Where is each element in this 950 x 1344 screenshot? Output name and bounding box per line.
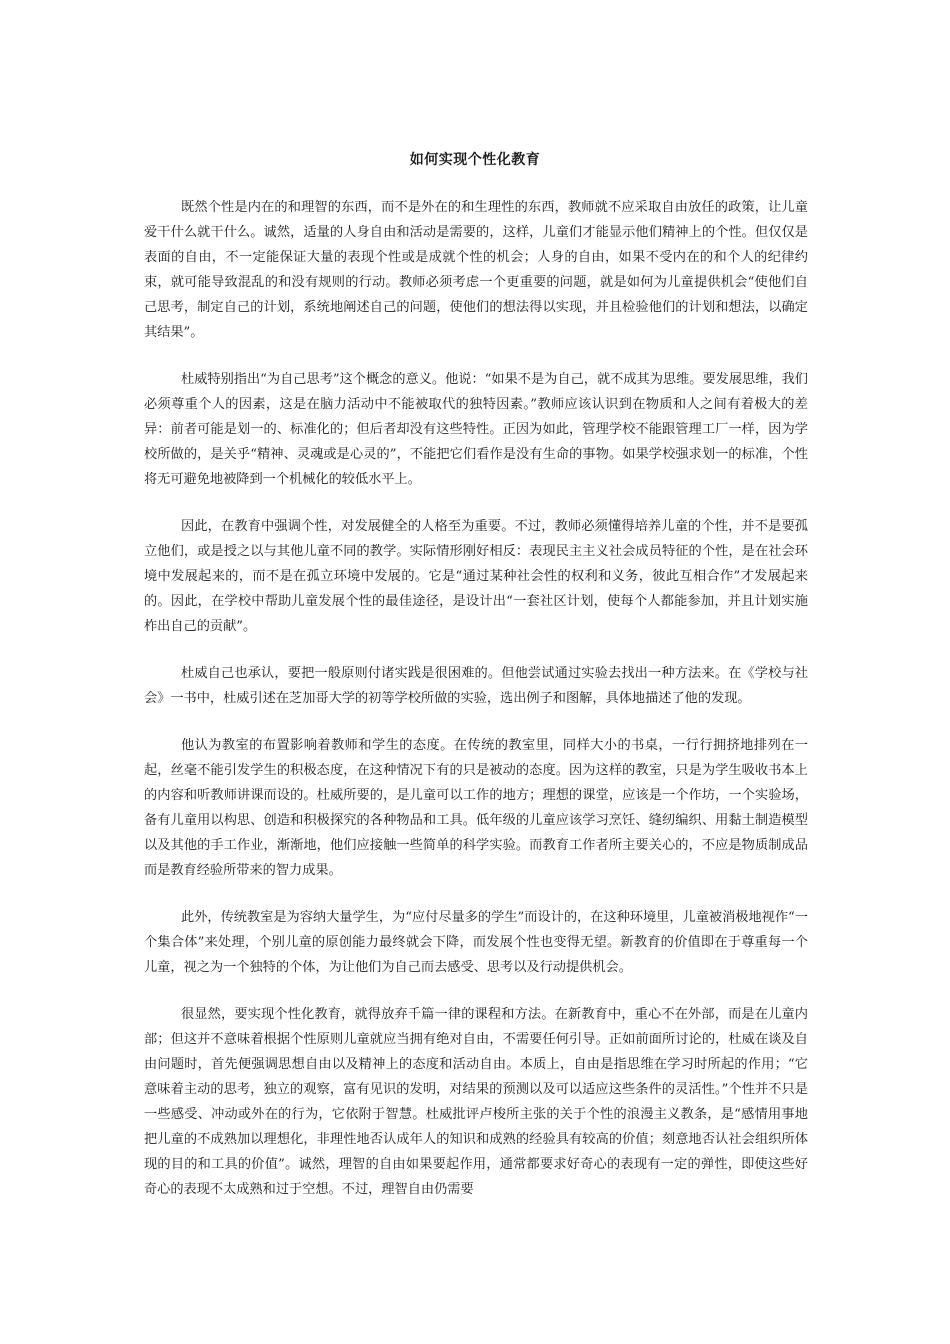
paragraph: 杜威自己也承认，要把一般原则付诸实践是很困难的。但他尝试通过实验去找出一种方法来。在《学校与社会》一书中，杜威引述在芝加哥大学的初等学校所做的实验，选出例子和图解，具体地描述了他的发现。 <box>144 666 808 706</box>
paragraph: 他认为教室的布置影响着教师和学生的态度。在传统的教室里，同样大小的书桌，一行行拥挤地排列在一起，丝毫不能引发学生的积极态度，在这种情况下有的只是被动的态度。因为这样的教室，只是为学生吸收书本上的内容和听教师讲课而设的。杜威所要的，是儿童可以工作的地方；理想的课堂，应该是一个作坊，一个实验场，备有儿童用以构思、创造和积极探究的各种物品和工具。低年级的儿童应该学习烹饪、缝纫编织、用黏土制造模型以及其他的手工作业，渐渐地，他们应接触一些简单的科学实验。而教育工作者所主要关心的，不应是物质制成品而是教育经验所带来的智力成果。 <box>144 738 808 878</box>
document-title: 如何实现个性化教育 <box>409 152 541 168</box>
paragraph: 此外，传统教室是为容纳大量学生，为“应付尽量多的学生”而设计的，在这种环境里，儿童被消极地视作“一个集合体”来处理，个别儿童的原创能力最终就会下降，而发展个性也变得无望。新教育的价值即在于尊重每一个儿童，视之为一个独特的个体，为让他们为自己而去感受、思考以及行动提供机会。 <box>144 910 808 975</box>
paragraph: 因此，在教育中强调个性，对发展健全的人格至为重要。不过，教师必须懂得培养儿童的个性，并不是要孤立他们，或是授之以与其他儿童不同的教学。实际情形刚好相反：表现民主主义社会成员特征的个性，是在社会环境中发展起来的，而不是在孤立环境中发展的。它是“通过某种社会性的权利和义务，彼此互相合作”才发展起来的。因此，在学校中帮助儿童发展个性的最佳途径，是设计出“一套社区计划，使每个人都能参加，并且计划实施柞出自己的贡献”。 <box>144 519 808 634</box>
document-body <box>144 195 808 1224</box>
paragraph: 既然个性是内在的和理智的东西，而不是外在的和生理性的东西，教师就不应采取自由放任的政策，让儿童爱干什么就干什么。诚然，适量的人身自由和活动是需要的，这样，儿童们才能显示他们精神上的个性。但仅仅是表面的自由，不一定能保证大量的表现个性或是成就个性的机会；人身的自由，如果不受内在的和个人的纪律约束，就可能导致混乱的和没有规则的行动。教师必须考虑一个更重要的问题，就是如何为儿童提供机会“使他们自己思考，制定自己的计划，系统地阐述自己的问题，使他们的想法得以实现，并且检验他们的计划和想法，以确定其结果”。 <box>144 200 808 340</box>
paragraph: 杜威特别指出“为自己思考”这个概念的意义。他说：“如果不是为自己，就不成其为思维。要发展思维，我们必须尊重个人的因素，这是在脑力活动中不能被取代的独特因素。”教师应该认识到在物质和人之间有着极大的差异：前者可能是划一的、标准化的；但后者却没有这些特性。正因为如此，管理学校不能跟管理工厂一样，因为学校所做的，是关乎“精神、灵魂或是心灵的”，不能把它们看作是没有生命的事物。如果学校强求划一的标准，个性将无可避免地被降到一个机械化的较低水平上。 <box>144 372 808 487</box>
paragraph: 很显然，要实现个性化教育，就得放弃千篇一律的课程和方法。在新教育中，重心不在外部，而是在儿童内部；但这并不意味着根据个性原则儿童就应当拥有绝对自由，不需要任何引导。正如前面所讨论的，杜威在谈及自由问题时，首先便强调思想自由以及精神上的态度和活动自由。本质上，自由是指思维在学习时所起的作用；“它意味着主动的思考，独立的观察，富有见识的发明，对结果的预测以及可以适应这些条件的灵活性。”个性并不只是一些感受、冲动或外在的行为，它依附于智慧。杜威批评卢梭所主张的关于个性的浪漫主义教条，是“感情用事地把儿童的不成熟加以理想化，非理性地否认成年人的知识和成熟的经验具有较高的价值；刻意地否认社会组织所体现的目的和工具的价值”。诚然，理智的自由如果要起作用，通常都要求好奇心的表现有一定的弹性，即使这些好奇心的表现不太成熟和过于空想。不过，理智自由仍需要 <box>144 1007 808 1197</box>
